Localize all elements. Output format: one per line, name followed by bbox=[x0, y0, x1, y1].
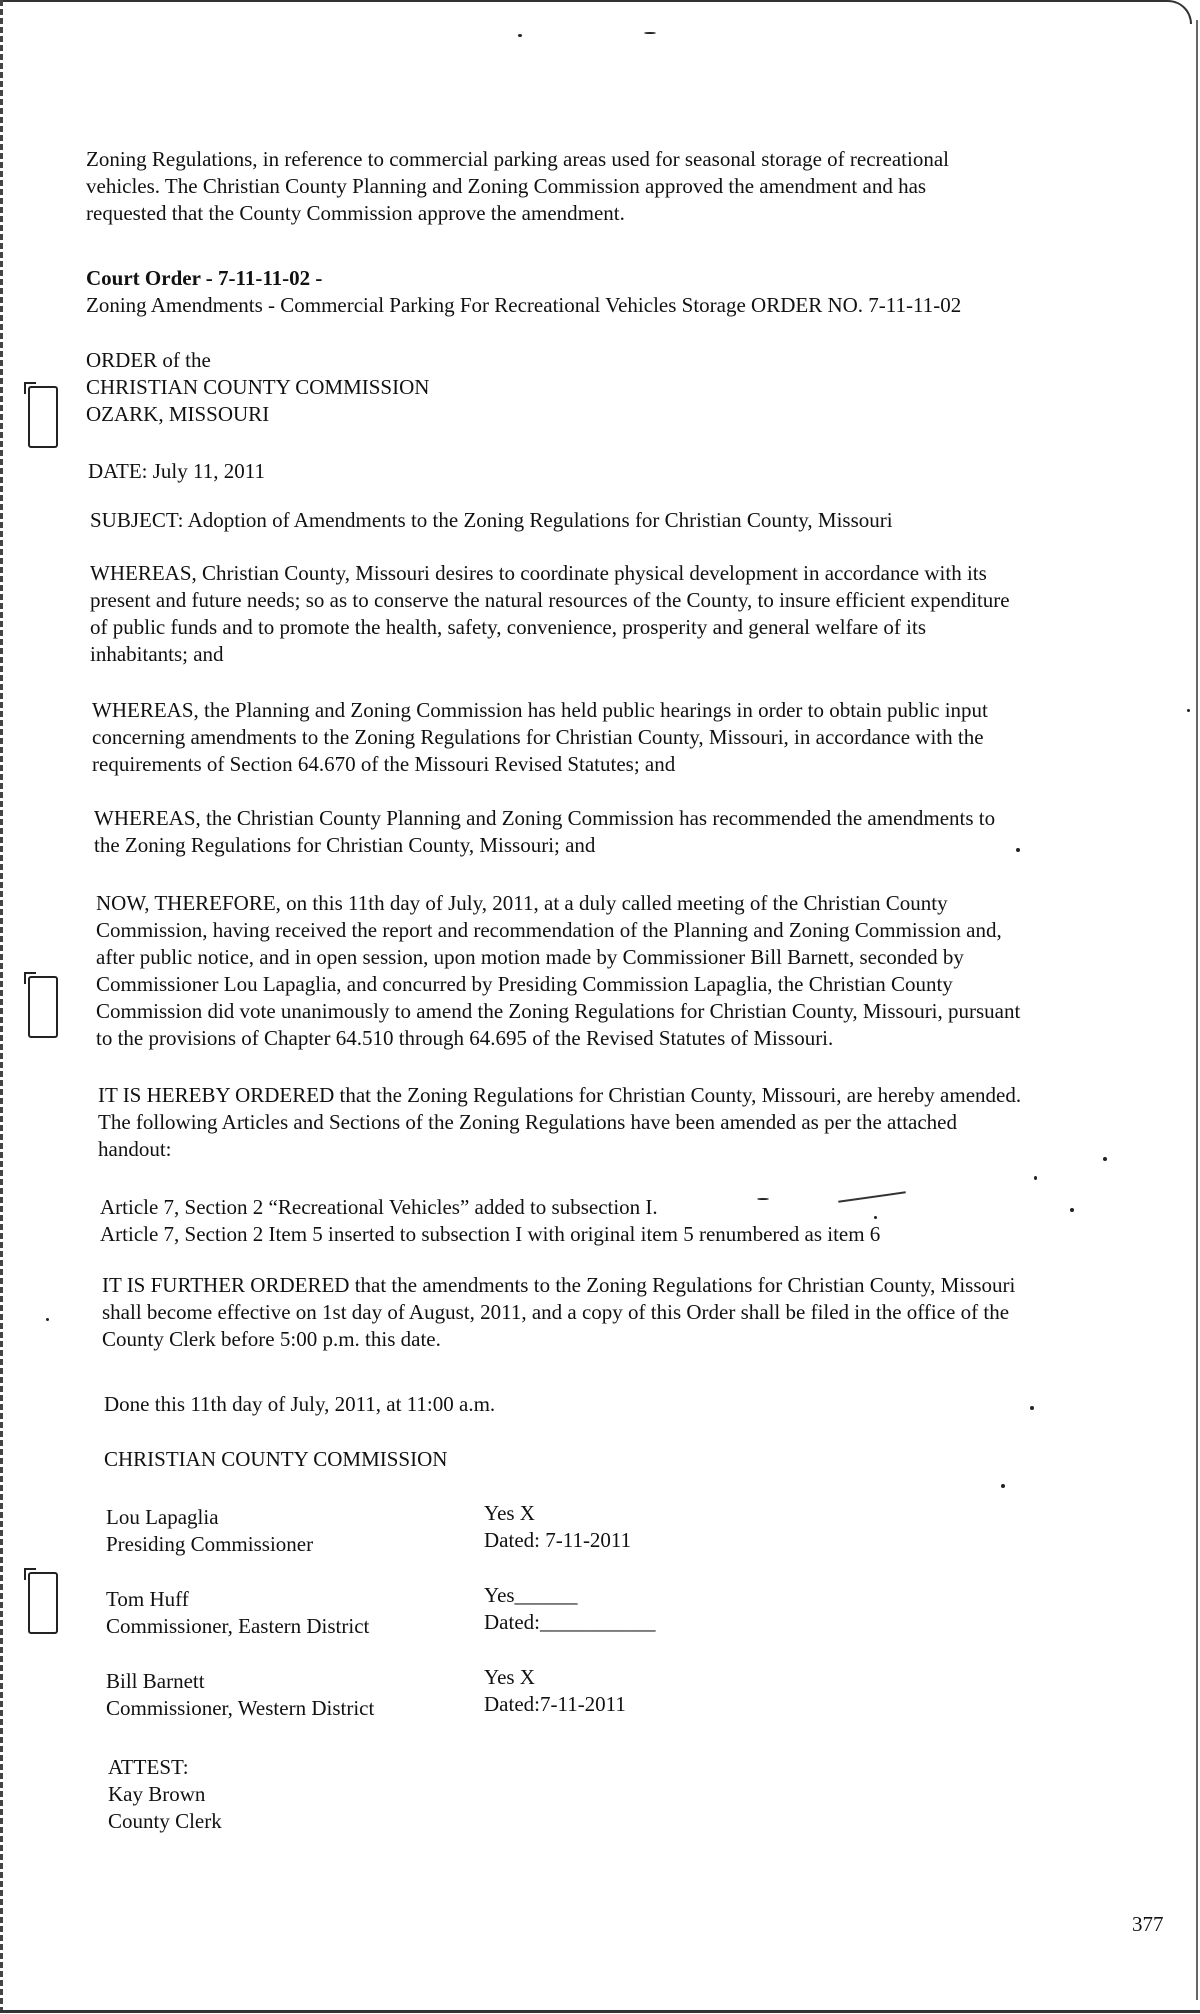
now-therefore-line: NOW, THEREFORE, on this 11th day of July, 2011, at a duly called meeting of the Christian County bbox=[96, 891, 948, 915]
hereby-ordered-line: IT IS HEREBY ORDERED that the Zoning Regulations for Christian County, Missouri, are hereby amended. bbox=[98, 1083, 1022, 1107]
further-ordered-line: County Clerk before 5:00 p.m. this date. bbox=[102, 1327, 441, 1351]
vote-mark: Yes X bbox=[484, 1501, 535, 1525]
now-therefore-line: Commission did vote unanimously to amend the Zoning Regulations for Christian County, Missouri, pursuant bbox=[96, 999, 1021, 1023]
signer-title: Commissioner, Western District bbox=[106, 1696, 375, 1720]
court-order-heading: Court Order - 7-11-11-02 - bbox=[86, 266, 323, 290]
order-header-line: CHRISTIAN COUNTY COMMISSION bbox=[86, 375, 430, 399]
whereas-line: inhabitants; and bbox=[90, 642, 224, 666]
commission-name: CHRISTIAN COUNTY COMMISSION bbox=[104, 1447, 448, 1471]
court-order-section bbox=[86, 265, 1146, 319]
scan-speck bbox=[1187, 709, 1190, 712]
signer-title: Commissioner, Eastern District bbox=[106, 1614, 370, 1638]
article-item: Article 7, Section 2 Item 5 inserted to subsection I with original item 5 renumbered as item 6 bbox=[100, 1222, 881, 1246]
whereas-line: of public funds and to promote the health, safety, convenience, prosperity and general welfare of its bbox=[90, 615, 927, 639]
intro-paragraph bbox=[86, 146, 1146, 227]
now-therefore-line: to the provisions of Chapter 64.510 through 64.695 of the Revised Statutes of Missouri. bbox=[96, 1026, 834, 1050]
page-bottom-edge bbox=[0, 2010, 1200, 2013]
further-ordered-line: IT IS FURTHER ORDERED that the amendments to the Zoning Regulations for Christian County, Missouri bbox=[102, 1273, 1016, 1297]
vote-mark: Yes______ bbox=[484, 1583, 578, 1607]
whereas-paragraph-3 bbox=[94, 805, 1174, 859]
attest-block bbox=[108, 1754, 222, 1835]
signer-name: Tom Huff bbox=[106, 1587, 189, 1611]
whereas-line: requirements of Section 64.670 of the Missouri Revised Statutes; and bbox=[92, 752, 676, 776]
subject-line: SUBJECT: Adoption of Amendments to the Zoning Regulations for Christian County, Missouri bbox=[90, 508, 893, 532]
signature-block bbox=[106, 1668, 374, 1722]
further-ordered-paragraph bbox=[102, 1272, 1182, 1353]
vote-block bbox=[484, 1664, 626, 1718]
signer-title: Presiding Commissioner bbox=[106, 1532, 314, 1556]
scan-speck bbox=[46, 1318, 49, 1321]
whereas-paragraph-1 bbox=[90, 560, 1170, 668]
signer-name: Bill Barnett bbox=[106, 1669, 205, 1693]
binder-hole-mark bbox=[28, 386, 58, 448]
order-header-line: OZARK, MISSOURI bbox=[86, 402, 270, 426]
article-item: Article 7, Section 2 “Recreational Vehicles” added to subsection I. bbox=[100, 1195, 658, 1219]
attest-name: Kay Brown bbox=[108, 1782, 206, 1806]
intro-line: Zoning Regulations, in reference to commercial parking areas used for seasonal storage of recreational bbox=[86, 147, 949, 171]
whereas-line: WHEREAS, the Planning and Zoning Commission has held public hearings in order to obtain public input bbox=[92, 698, 988, 722]
now-therefore-paragraph bbox=[96, 890, 1176, 1052]
page-corner-curl bbox=[1150, 0, 1192, 24]
vote-date: Dated: 7-11-2011 bbox=[484, 1528, 632, 1552]
signer-name: Lou Lapaglia bbox=[106, 1505, 219, 1529]
scan-speck bbox=[1030, 1406, 1034, 1410]
scan-speck bbox=[1034, 1176, 1037, 1180]
whereas-line: the Zoning Regulations for Christian County, Missouri; and bbox=[94, 833, 596, 857]
page-right-edge bbox=[1196, 20, 1198, 2000]
hereby-ordered-line: The following Articles and Sections of the Zoning Regulations have been amended as per the attached bbox=[98, 1110, 957, 1134]
done-line: Done this 11th day of July, 2011, at 11:00 a.m. bbox=[104, 1392, 496, 1416]
now-therefore-line: Commission, having received the report and recommendation of the Planning and Zoning Commission and, bbox=[96, 918, 1002, 942]
vote-mark: Yes X bbox=[484, 1665, 535, 1689]
vote-date: Dated:7-11-2011 bbox=[484, 1692, 626, 1716]
vote-block bbox=[484, 1582, 655, 1636]
intro-line: requested that the County Commission approve the amendment. bbox=[86, 201, 625, 225]
binder-hole-mark bbox=[28, 1572, 58, 1634]
vote-date: Dated:___________ bbox=[484, 1610, 656, 1634]
scan-speck bbox=[1001, 1484, 1005, 1488]
scan-speck bbox=[644, 32, 656, 34]
binder-hole-mark bbox=[28, 976, 58, 1038]
order-header-line: ORDER of the bbox=[86, 348, 211, 372]
whereas-line: concerning amendments to the Zoning Regulations for Christian County, Missouri, in accordance with the bbox=[92, 725, 984, 749]
whereas-line: WHEREAS, the Christian County Planning and Zoning Commission has recommended the amendments to bbox=[94, 806, 996, 830]
articles-list bbox=[100, 1194, 1160, 1248]
page-number: 377 bbox=[1132, 1912, 1164, 1936]
signature-block bbox=[106, 1504, 313, 1558]
hereby-ordered-line: handout: bbox=[98, 1137, 172, 1161]
whereas-line: present and future needs; so as to conserve the natural resources of the County, to insure efficient expenditure bbox=[90, 588, 1010, 612]
intro-line: vehicles. The Christian County Planning and Zoning Commission approved the amendment and has bbox=[86, 174, 927, 198]
whereas-line: WHEREAS, Christian County, Missouri desires to coordinate physical development in accordance with its bbox=[90, 561, 987, 585]
order-header bbox=[86, 347, 786, 428]
signature-block bbox=[106, 1586, 369, 1640]
page-top-edge bbox=[0, 0, 1160, 2]
further-ordered-line: shall become effective on 1st day of August, 2011, and a copy of this Order shall be filed in the office of the bbox=[102, 1300, 1010, 1324]
now-therefore-line: after public notice, and in open session, upon motion made by Commissioner Bill Barnett, seconded by bbox=[96, 945, 964, 969]
attest-title: County Clerk bbox=[108, 1809, 222, 1833]
vote-block bbox=[484, 1500, 631, 1554]
attest-label: ATTEST: bbox=[108, 1755, 189, 1779]
scan-speck bbox=[518, 34, 522, 37]
now-therefore-line: Commissioner Lou Lapaglia, and concurred by Presiding Commission Lapaglia, the Christian County bbox=[96, 972, 953, 996]
date-line: DATE: July 11, 2011 bbox=[88, 459, 265, 483]
court-order-subheading: Zoning Amendments - Commercial Parking For Recreational Vehicles Storage ORDER NO. 7-11-11-02 bbox=[86, 293, 962, 317]
hereby-ordered-paragraph bbox=[98, 1082, 1188, 1163]
whereas-paragraph-2 bbox=[92, 697, 1172, 778]
page-left-edge bbox=[0, 0, 3, 2014]
